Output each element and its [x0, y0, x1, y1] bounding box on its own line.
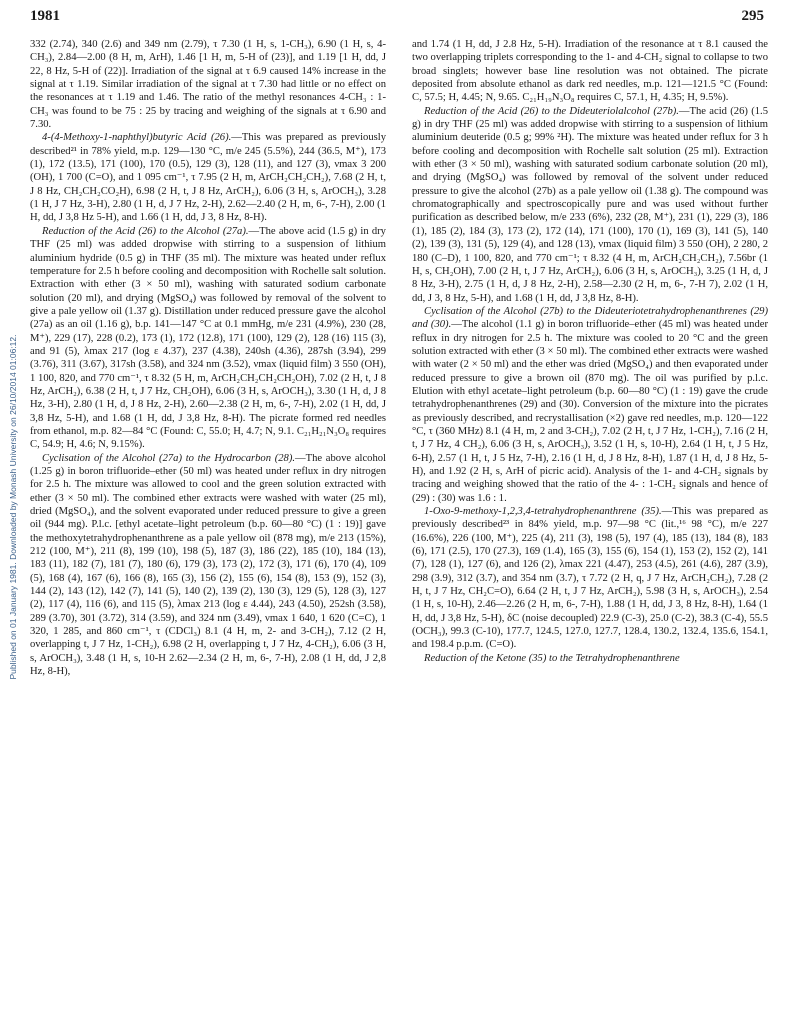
right-column [412, 38, 768, 665]
side-note-container [6, 260, 20, 760]
side-note[interactable]: Published on 01 January 1981. Downloaded by Monash University on 26/10/2014 01:06:12. [8, 334, 18, 680]
page-number: 295 [741, 8, 764, 24]
paragraph: Reduction of the Ketone (35) to the Tetrahydrophenanthrene [424, 652, 680, 664]
paragraph: and 1.74 (1 H, dd, J 2.8 Hz, 5-H). Irradiation of the resonance at τ 8.1 caused the two overlapping triplets corresponding to the 1- and 4-CH₂ signal to collapse to two broad singlets; however base line resolution was not obtained. The picrate deposited from absolute ethanol as dark red needles, m.p. 121—121.5 °C (Found: C, 57.5; H, 4.45; N, 9.65. C₂₁H₁₉N₃O₈ requires C, 57.1, H, 4.35; H, 9.5%). [412, 39, 768, 104]
paragraph: Cyclisation of the Alcohol (27a) to the Hydrocarbon (28).—The above alcohol (1.25 g) in boron trifluoride–ether (50 ml) was heated under reflux in dry nitrogen for 2.5 h. The mixture was allowed to cool and the green solution extracted with ether (3 × 50 ml). The combined ether extracts were washed with water (25 ml), dried (MgSO₄), and the solvent evaporated under reduced pressure to give a green oil (944 mg). P.l.c. [ethyl acetate–light petroleum (b.p. 60—80 °C) (1 : 19)] gave the methoxytetrahydrophenanthrene as a pale yellow oil (878 mg), m/e 213 (15%), 212 (100, M⁺), 211 (8), 199 (10), 198 (5), 187 (3), 186 (22), 185 (10), 184 (13), 183 (11), 182 (7), 181 (7), 180 (6), 179 (3), 173 (2), 172 (3), 171 (6), 170 (4), 109 (5), 168 (4), 167 (6), 166 (8), 165 (3), 156 (2), 155 (6), 154 (8), 153 (9), 152 (3), 144 (2), 143 (12), 142 (7), 141 (5), 140 (2), 139 (2), 130 (3), 129 (5), 128 (3), 127 (2), 117 (4), 116 (6), and 115 (5), λmax 213 (log ε 4.44), 243 (4.50), 252sh (3.58), 289 (3.70), 301 (3.72), 314 (3.59), and 324 nm (3.49), νmax 1 640, 1 620 (C=C), 1 320, 1 285, and 860 cm⁻¹, τ (CDCl₃) 8.1 (4 H, m, 2- and 3-CH₂), 7.12 (2 H, overlapping t, J 7 Hz, 1-CH₂), 6.98 (2 H, overlapping t, J 7 Hz, 4-CH₂), 6.06 (3 H, s, ArOCH₃), 3.48 (1 H, s, 10-H 2.62—2.34 (2 H, m, 6-, 7-H), 2.08 (1 H, dd, J 2,8 Hz, 8-H), [30, 452, 386, 678]
left-column [30, 38, 386, 679]
paragraph: 332 (2.74), 340 (2.6) and 349 nm (2.79), τ 7.30 (1 H, s, 1-CH₃), 6.90 (1 H, s, 4-CH₃), 2.84—2.00 (8 H, m, ArH), 1.46 [1 H, m, 5-H of (23)], and 1.19 [1 H, dd, J 22, 8 Hz, 5-H of (22)]. Irradiation of the signal at τ 6.9 caused 14% increase in the signal at τ 1.19. Similar irradiation of the signal at τ 7.30 had little or no effect on the resonances at τ 1.19 and 1.46. The ratio of the methyl resonances 4-CH₃ : 1-CH₃ was found to be 75 : 25 by tracing and weighing of the signals at τ 6.90 and 7.30. [30, 39, 386, 131]
year: 1981 [30, 8, 60, 24]
paragraph: Reduction of the Acid (26) to the Alcohol (27a).—The above acid (1.5 g) in dry THF (25 ml) was added dropwise with stirring to a suspension of lithium aluminium hydride (0.5 g) in THF (35 ml). The mixture was heated under reflux temperature for 2.5 h before cooling and decomposition with Rochelle salt solution. Extraction with ether (3 × 50 ml), washing with saturated sodium carbonate solution (20 ml), and drying (MgSO₄) was followed by removal of the solvent to give a pale yellow oil (1.37 g). Distillation under reduced pressure gave the alcohol (27a) as an oil (1.16 g), b.p. 141—147 °C at 0.1 mmHg, m/e 231 (4.9%), 230 (28, M⁺), 229 (17), 228 (0.2), 173 (1), 172 (12.8), 171 (100), 129 (2), 128 (16) 115 (3), and 91 (5), λmax 217 (log ε 4.37), 237 (4.38), 240sh (4.36), 287sh (3.94), 299 (3.76), 311 (3.67), 317sh (3.58), and 324 nm (3.52), νmax (liquid film) 3 550 (OH), 1 100, 820, and 770 cm⁻¹, τ 8.32 (5 H, m, ArCH₂CH₂CH₂CH₂OH), 7.02 (2 H, t, J 8 Hz, ArCH₂), 6.38 (2 H, t, J 7 Hz, CH₂OH), 6.06 (3 H, s, ArOCH₃), 3.30 (1 H, d, J 8 Hz, 3-H), 2.80 (1 H, d, J 8 Hz, 2-H), 2.60—2.38 (2 H, m, 6-, 7-H), 2.02 (1 H, dd, J 3,8 Hz, 5-H), and 1.68 (1 H, dd, J 3,8 Hz, 8-H). The picrate formed red needles from ethanol, m.p. 82—84 °C (Found: C, 55.0; H, 4.7; N, 9.1. C₂₁H₂₁N₃O₈ requires C, 54.9; H, 4.6; N, 9.15%). [30, 225, 386, 451]
paragraph: 4-(4-Methoxy-1-naphthyl)butyric Acid (26).—This was prepared as previously described²¹ in 78% yield, m.p. 129—130 °C, m/e 245 (5.5%), 244 (36.5, M⁺), 173 (1), 172 (13.5), 171 (100), 170 (0.5), 129 (3), 128 (11), and 127 (3), νmax 3 200 (OH), 1 700 (C=O), and 1 095 cm⁻¹, τ 7.95 (2 H, m, ArCH₂CH₂CH₂), 7.68 (2 H, t, J 8 Hz, CH₂CH₂CO₂H), 6.98 (2 H, t, J 8 Hz, ArCH₂), 6.06 (3 H, s, ArOCH₃), 3.28 (1 H, J 7 Hz, 3-H), 2.80 (1 H, d, J 7 Hz, 2-H), 2.62—2.40 (2 H, m, 6-, 7-H), 2.00 (1 H, dd, J 3,8 Hz 5-H), and 1.66 (1 H, dd, J 3, 8 Hz, 8-H). [30, 132, 386, 224]
paragraph: Reduction of the Acid (26) to the Dideuteriolalcohol (27b).—The acid (26) (1.5 g) in dry THF (25 ml) was added dropwise with stirring to a suspension of lithium aluminium deuteride (0.5 g; 99% ²H). The mixture was heated under reflux for 3 h before cooling and decomposition with Rochelle salt solution (25 ml). Extraction with ether (3 × 50 ml), washing with saturated sodium carbonate solution (20 ml), and drying (MgSO₄) was followed by removal of the solvent under reduced pressure to give the alcohol (27b) as a pale yellow oil (1.38 g). The compound was chromatographically and spectroscopically pure and was used without further purification as described below, m/e 233 (6%), 232 (28, M⁺), 231 (1), 229 (3), 186 (1), 185 (2), 184 (3), 173 (2), 172 (14), 171 (100), 170 (1), 169 (3), 141 (5), 140 (2), 139 (3), 131 (5), 129 (4), and 128 (13), νmax (liquid film) 3 550 (OH), 2 280, 2 180 (C–D), 1 100, 820, and 770 cm⁻¹; τ 8.32 (4 H, m, ArCH₂CH₂CH₂), 7.56br (1 H, s, CH₂OH), 7.00 (2 H, t, J 7 Hz, ArCH₂), 6.06 (3 H, s, ArOCH₃), 3.25 (1 H, d, J 8 Hz, 3-H), 2.75 (1 H, d, J 8 Hz, 2-H), 2.58—2.30 (2 H, m, 6-, 7-H 7), 2.02 (1 H, dd, J 3, 8 Hz, 5-H), and 1.68 (1 H, dd, J 3,8 Hz, 8-H). [412, 105, 768, 304]
paragraph: Cyclisation of the Alcohol (27b) to the Dideuteriotetrahydrophenanthrenes (29) and (30).—The alcohol (1.1 g) in boron trifluoride–ether (45 ml) was heated under reflux in dry nitrogen for 2.5 h. The mixture was cooled to 20 °C and the green solution extracted with ether (3 × 50 ml). The combined ether extracts were washed with water (2 × 50 ml) and the ether was dried (MgSO₄) and then evaporated under reduced pressure to give a brown oil (870 mg). The oil was purified by p.l.c. Elution with ethyl acetate–light petroleum (b.p. 60—80 °C) (1 : 19) gave the crude tetrahydrophenanthrenes (29) and (30). Conversion of the mixture into the picrates as previously described, and recrystallisation (×2) gave red needles, m.p. 120—122 °C, τ (360 MHz) 8.1 (4 H, m, 2 and 3-CH₂), 7.02 (2 H, t, J 7 Hz, 1-CH₂), 7.16 (2 H, t, J 7 Hz, 4 CH₂), 6.06 (3 H, s, ArOCH₃), 3.52 (1 H, s, 10-H), 2.64 (1 H, t, J 5 Hz, 6-H), 2.57 (1 H, t, J 5 Hz, 7-H), 2.16 (1 H, d, J 8 Hz, 8-H), 1.87 (1 H, d, J 8 Hz, 5-H), and 1.92 (2 H, s, ArH of picric acid). Analysis of the 1- and 4-CH₂ signals by tracing and weighing showed that the ratio of the 4- : 1-CH₂ signals and hence of (29) : (30) was 1.6 : 1. [412, 305, 768, 504]
paragraph: 1-Oxo-9-methoxy-1,2,3,4-tetrahydrophenanthrene (35).—This was prepared as previously described²³ in 84% yield, m.p. 97—98 °C (lit.,¹⁶ 98 °C), m/e 227 (16.6%), 226 (100, M⁺), 225 (4), 211 (3), 198 (5), 197 (4), 185 (13), 184 (8), 183 (6), 171 (2.5), 170 (27.3), 169 (1.4), 165 (3), 155 (6), 154 (1), 153 (2), 152 (2), 141 (7), 128 (1), 127 (6), and 126 (2), λmax 221 (4.47), 253 (4.5), 261 (4.6), 287 (3.9), 298 (3.9), 312 (3.7), and 354 nm (3.7), τ 7.72 (2 H, q, J 7 Hz, ArCH₂CH₂), 7.28 (2 H, t, J 7 Hz, CH₂C=O), 6.64 (2 H, t, J 7 Hz, ArCH₂), 5.98 (3 H, s, ArOCH₃), 2.54 (1 H, s, 10-H), 2.46—2.26 (2 H, m, 6-, 7-H), 1.88 (1 H, dd, J 3, 8 Hz, 8-H), 1.64 (1 H, dd, J 3,8 Hz, 5-H), δC (noise decoupled) 22.9 (C-3), 25.0 (C-2), 38.3 (C-4), 55.5 (OCH₃), 99.3 (C-10), 177.7, 124.5, 127.0, 127.7, 128.4, 130.2, 132.4, 135.6, 154.1, and 198.4 p.p.m. (C=O). [412, 506, 768, 651]
